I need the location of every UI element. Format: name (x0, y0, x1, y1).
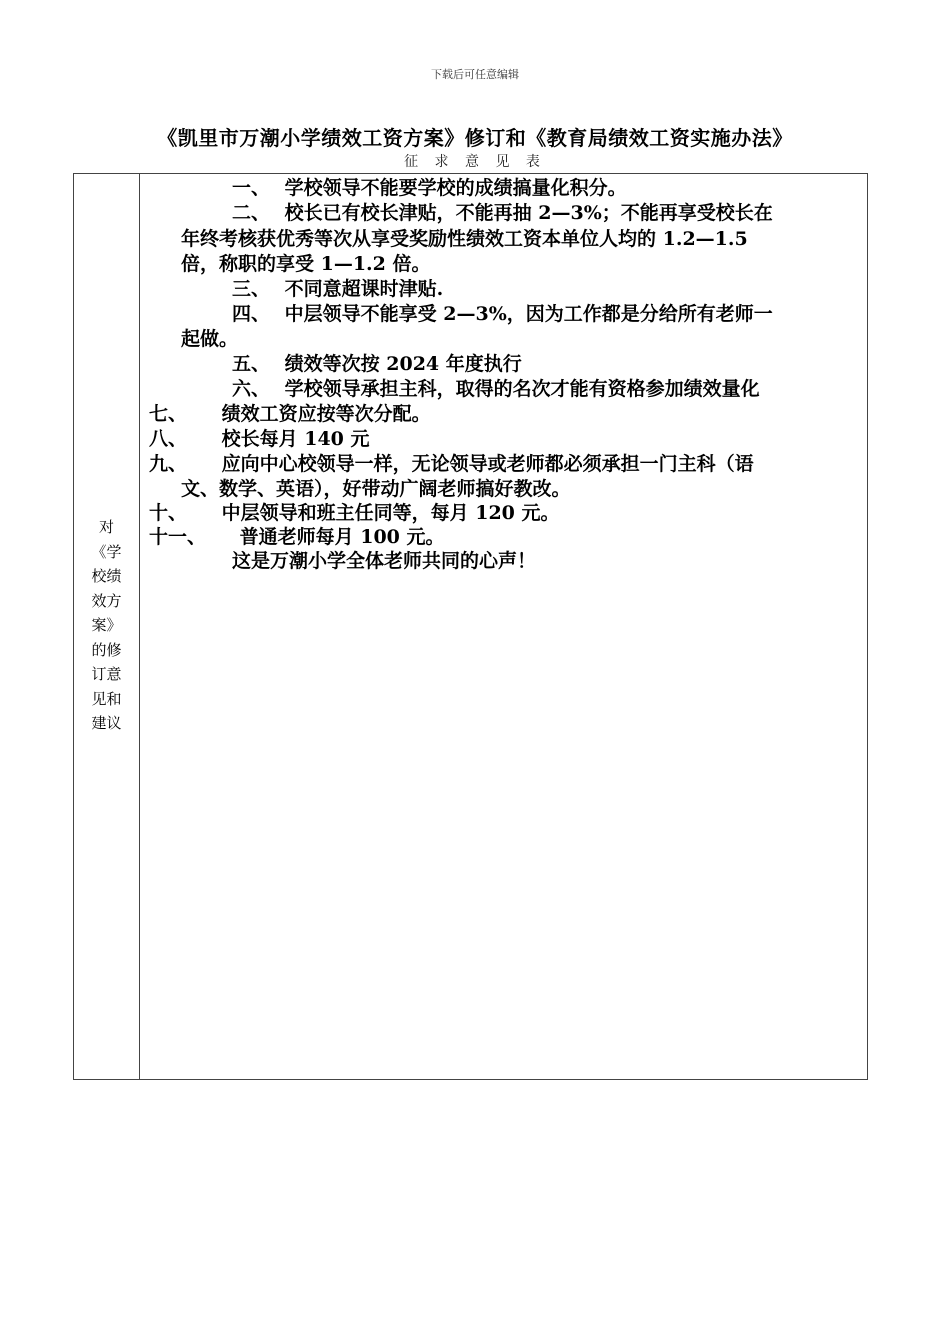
item-number: 十、 (149, 502, 188, 524)
list-item (232, 377, 760, 401)
item-number: 四、 (232, 303, 271, 325)
item-continuation: 文、数学、英语），好带动广阔老师搞好教改。 (181, 478, 571, 500)
item-continuation: 起做。 (181, 328, 239, 350)
content-cell (140, 174, 867, 1079)
item-number: 三、 (232, 278, 271, 300)
opinion-table (73, 173, 868, 1080)
item-continuation: 倍，称职的享受 1—1.2 倍。 (181, 253, 431, 275)
item-text: 学校领导承担主科，取得的名次才能有资格参加绩效量化 (284, 378, 760, 400)
item-text: 中层领导不能享受 2—3%，因为工作都是分给所有老师一 (284, 303, 773, 325)
document-subtitle: 征 求 意 见 表 (404, 154, 546, 170)
item-text: 绩效等次按 2024 年度执行 (284, 353, 522, 375)
item-number: 五、 (232, 353, 271, 375)
item-text: 学校领导不能要学校的成绩搞量化积分。 (284, 177, 627, 199)
list-item (232, 277, 443, 301)
label-cell (74, 174, 140, 1079)
item-text: 校长每月 140 元 (221, 428, 370, 450)
item-number: 一、 (232, 177, 271, 199)
item-continuation: 年终考核获优秀等次从享受奖励性绩效工资本单位人均的 1.2—1.5 (181, 228, 748, 250)
list-item (149, 501, 560, 525)
list-item (149, 452, 754, 476)
item-number: 八、 (149, 428, 188, 450)
item-text: 中层领导和班主任同等，每月 120 元。 (221, 502, 560, 524)
document-title: 《凯里市万潮小学绩效工资方案》修订和《教育局绩效工资实施办法》 (157, 126, 793, 150)
item-number: 六、 (232, 378, 271, 400)
label-text: 对《学校绩效方案》的修订意见和建议 (91, 518, 122, 733)
item-text: 应向中心校领导一样，无论领导或老师都必须承担一门主科（语 (221, 453, 754, 475)
item-number: 九、 (149, 453, 188, 475)
item-text: 绩效工资应按等次分配。 (221, 403, 431, 425)
item-number: 二、 (232, 202, 271, 224)
list-item (149, 525, 445, 549)
item-text: 校长已有校长津贴，不能再抽 2—3%；不能再享受校长在 (284, 202, 773, 224)
closing-statement: 这是万潮小学全体老师共同的心声！ (232, 550, 537, 572)
list-item (232, 201, 773, 225)
item-number: 十一、 (149, 526, 207, 548)
list-item (149, 402, 431, 426)
item-text: 不同意超课时津贴. (284, 278, 444, 300)
list-item (149, 427, 370, 451)
item-number: 七、 (149, 403, 188, 425)
list-item (232, 302, 773, 326)
list-item (232, 352, 522, 376)
list-item (232, 176, 627, 200)
header-note: 下载后可任意编辑 (431, 68, 519, 81)
item-text: 普通老师每月 100 元。 (239, 526, 445, 548)
